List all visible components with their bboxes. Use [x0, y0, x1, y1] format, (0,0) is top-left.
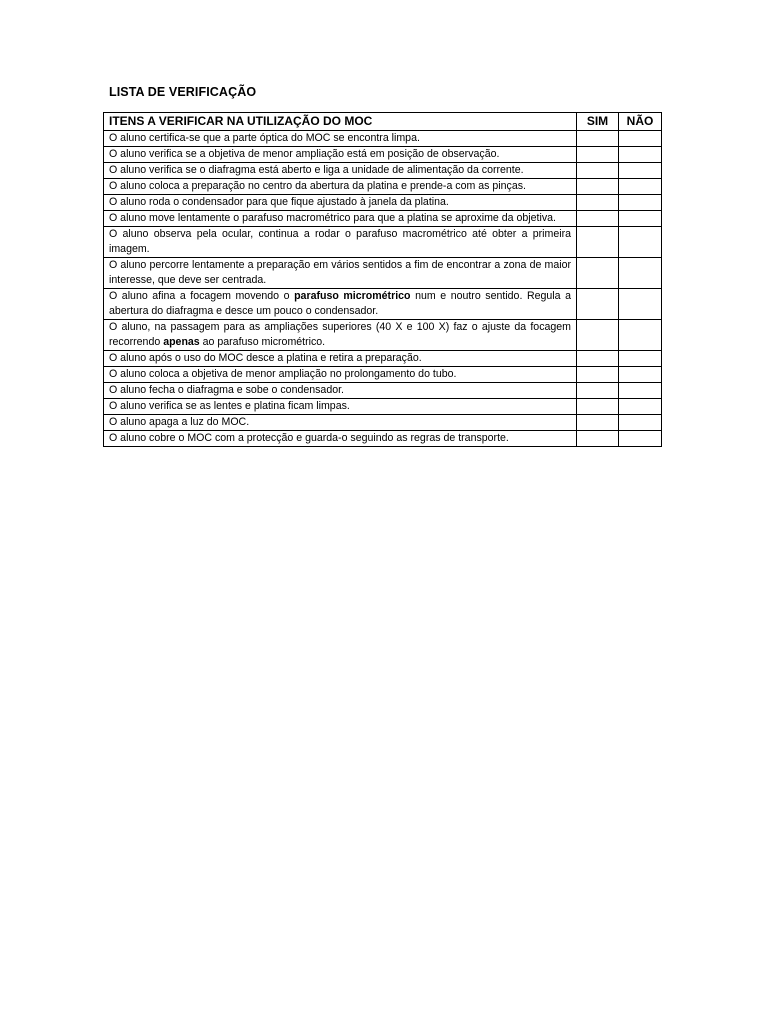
checkbox-cell-sim[interactable]	[577, 351, 619, 367]
item-text-segment: O aluno após o uso do MOC desce a platina e retira a preparação.	[109, 352, 422, 364]
header-no: NÃO	[619, 113, 662, 131]
checkbox-cell-sim[interactable]	[577, 367, 619, 383]
checkbox-cell-nao[interactable]	[619, 131, 662, 147]
item-text-segment: O aluno cobre o MOC com a protecção e guarda-o seguindo as regras de transporte.	[109, 432, 509, 444]
item-text-segment: O aluno coloca a objetiva de menor ampliação no prolongamento do tubo.	[109, 368, 457, 380]
table-row	[104, 258, 662, 289]
table-row	[104, 179, 662, 195]
checkbox-cell-nao[interactable]	[619, 258, 662, 289]
item-text-segment: O aluno, na passagem para as ampliações superiores (40 X e 100 X) faz o ajuste da focagem recorrendo	[109, 321, 571, 348]
checkbox-cell-sim[interactable]	[577, 431, 619, 447]
checkbox-cell-sim[interactable]	[577, 147, 619, 163]
checklist-item-text	[104, 399, 577, 415]
checklist-item-text	[104, 258, 577, 289]
table-row	[104, 399, 662, 415]
checklist-item-text	[104, 289, 577, 320]
item-text-segment: num e noutro sentido. Regula a abertura do diafragma e desce um pouco o condensador.	[109, 290, 571, 317]
checklist-item-text	[104, 179, 577, 195]
checklist-item-text	[104, 131, 577, 147]
page-title: LISTA DE VERIFICAÇÃO	[109, 85, 257, 99]
checklist-item-text	[104, 211, 577, 227]
item-text-segment: O aluno fecha o diafragma e sobe o condensador.	[109, 384, 344, 396]
checkbox-cell-nao[interactable]	[619, 289, 662, 320]
item-text-segment: O aluno verifica se as lentes e platina ficam limpas.	[109, 400, 350, 412]
item-text-segment: O aluno percorre lentamente a preparação em vários sentidos a fim de encontrar a zona de maior interesse, que deve ser centrada.	[109, 259, 571, 286]
item-text-segment: O aluno roda o condensador para que fique ajustado à janela da platina.	[109, 196, 449, 208]
checkbox-cell-nao[interactable]	[619, 147, 662, 163]
checkbox-cell-nao[interactable]	[619, 431, 662, 447]
checkbox-cell-sim[interactable]	[577, 383, 619, 399]
table-row	[104, 351, 662, 367]
checkbox-cell-sim[interactable]	[577, 399, 619, 415]
checkbox-cell-nao[interactable]	[619, 163, 662, 179]
checklist-item-text	[104, 367, 577, 383]
item-text-segment: ao parafuso micrométrico.	[199, 336, 326, 348]
checkbox-cell-nao[interactable]	[619, 399, 662, 415]
item-text-segment: O aluno verifica se o diafragma está aberto e liga a unidade de alimentação da corrente.	[109, 164, 524, 176]
checkbox-cell-sim[interactable]	[577, 227, 619, 258]
checkbox-cell-nao[interactable]	[619, 195, 662, 211]
checklist-item-text	[104, 320, 577, 351]
checklist-item-text	[104, 195, 577, 211]
checklist-item-text	[104, 383, 577, 399]
checkbox-cell-nao[interactable]	[619, 383, 662, 399]
item-text-segment: O aluno coloca a preparação no centro da abertura da platina e prende-a com as pinças.	[109, 180, 526, 192]
checklist-item-text	[104, 163, 577, 179]
checkbox-cell-nao[interactable]	[619, 367, 662, 383]
item-text-segment: O aluno move lentamente o parafuso macrométrico para que a platina se aproxime da objetiva.	[109, 212, 556, 224]
table-row	[104, 431, 662, 447]
table-row	[104, 367, 662, 383]
table-row	[104, 147, 662, 163]
table-row	[104, 195, 662, 211]
checklist-item-text	[104, 147, 577, 163]
checkbox-cell-nao[interactable]	[619, 179, 662, 195]
checkbox-cell-nao[interactable]	[619, 415, 662, 431]
checklist-item-text	[104, 431, 577, 447]
checkbox-cell-sim[interactable]	[577, 163, 619, 179]
checkbox-cell-sim[interactable]	[577, 211, 619, 227]
checkbox-cell-nao[interactable]	[619, 211, 662, 227]
checkbox-cell-sim[interactable]	[577, 131, 619, 147]
checklist-body	[104, 131, 662, 447]
header-items: ITENS A VERIFICAR NA UTILIZAÇÃO DO MOC	[104, 113, 577, 131]
checkbox-cell-sim[interactable]	[577, 415, 619, 431]
checkbox-cell-sim[interactable]	[577, 179, 619, 195]
item-text-segment: O aluno certifica-se que a parte óptica do MOC se encontra limpa.	[109, 132, 420, 144]
checkbox-cell-nao[interactable]	[619, 351, 662, 367]
checklist-item-text	[104, 351, 577, 367]
checklist-item-text	[104, 227, 577, 258]
checkbox-cell-sim[interactable]	[577, 289, 619, 320]
checkbox-cell-sim[interactable]	[577, 320, 619, 351]
item-text-segment: O aluno afina a focagem movendo o	[109, 290, 295, 302]
table-row	[104, 211, 662, 227]
header-row	[104, 113, 662, 131]
header-yes: SIM	[577, 113, 619, 131]
table-row	[104, 415, 662, 431]
table-row	[104, 289, 662, 320]
table-row	[104, 163, 662, 179]
emphasis-text: parafuso micrométrico	[294, 290, 411, 302]
item-text-segment: O aluno verifica se a objetiva de menor ampliação está em posição de observação.	[109, 148, 500, 160]
emphasis-text: apenas	[163, 336, 200, 348]
item-text-segment: O aluno observa pela ocular, continua a rodar o parafuso macrométrico até obter a primeira imagem.	[109, 228, 571, 255]
item-text-segment: O aluno apaga a luz do MOC.	[109, 416, 250, 428]
checklist-header	[104, 113, 662, 131]
table-row	[104, 383, 662, 399]
checkbox-cell-sim[interactable]	[577, 195, 619, 211]
checkbox-cell-nao[interactable]	[619, 227, 662, 258]
checklist-item-text	[104, 415, 577, 431]
checklist-table	[103, 112, 662, 447]
checkbox-cell-sim[interactable]	[577, 258, 619, 289]
table-row	[104, 131, 662, 147]
table-row	[104, 320, 662, 351]
checkbox-cell-nao[interactable]	[619, 320, 662, 351]
table-row	[104, 227, 662, 258]
